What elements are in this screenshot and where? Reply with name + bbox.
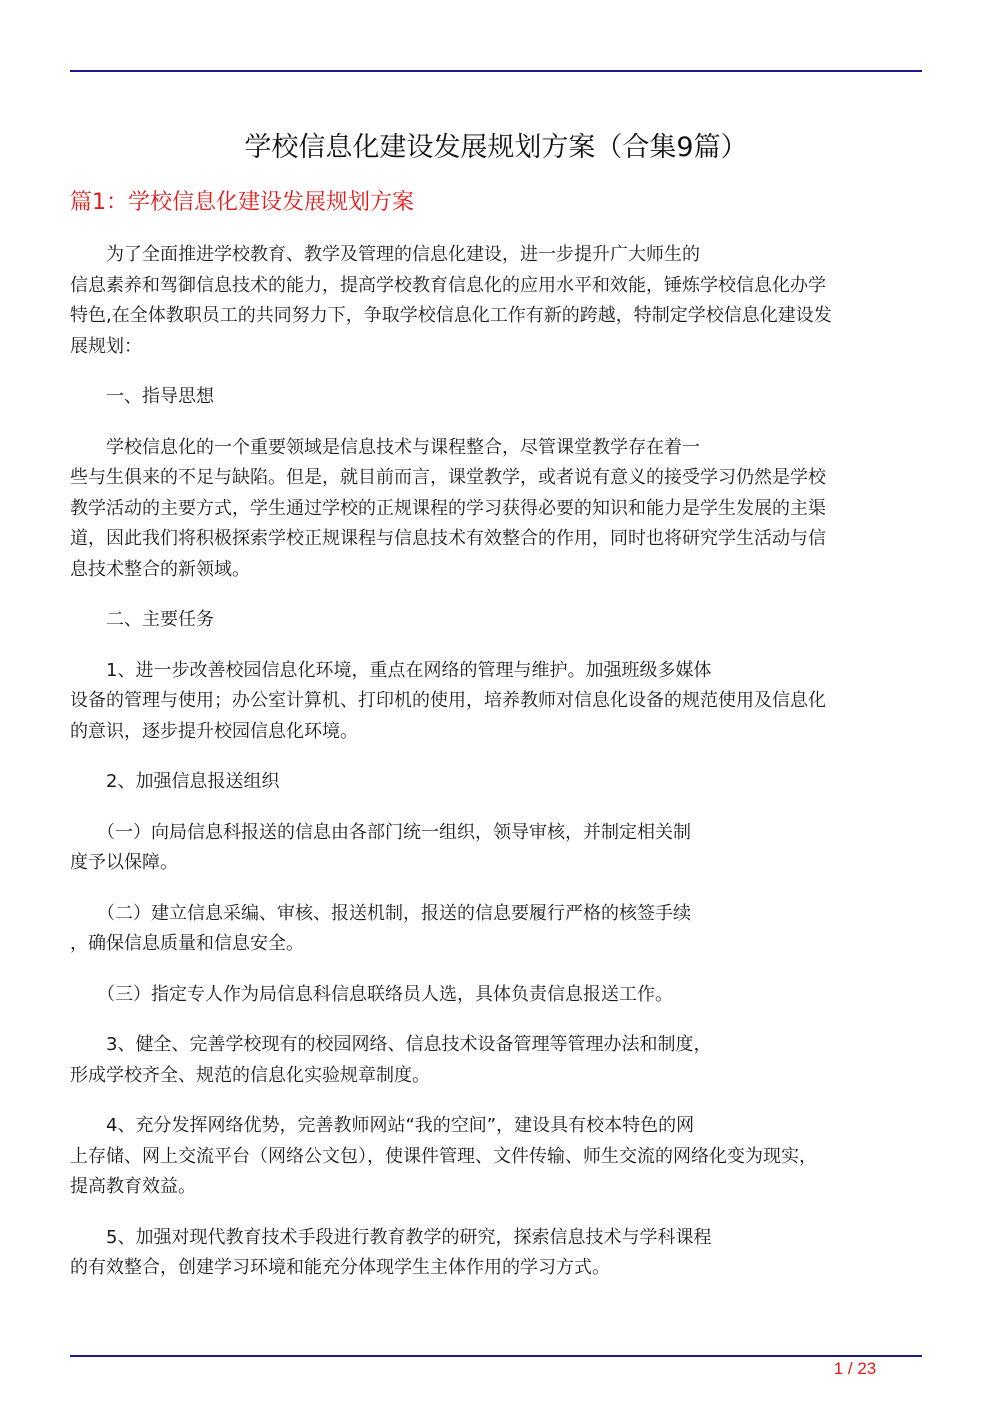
paragraph-intro: 为了全面推进学校教育、教学及管理的信息化建设，进一步提升广大师生的 信息素养和驾御信息技术的能力，提高学校教育信息化的应用水平和效能，锤炼学校信息化办学 特色,在全体教职员工的共同努力下，争取学校信息化工作有新的跨越，特制定学校信息化建设发 展规划： [70, 244, 832, 357]
document-title: 学校信息化建设发展规划方案（合集9篇） [244, 132, 748, 163]
page-indicator: 1 / 23 [833, 1359, 877, 1378]
paragraph-task-5: 5、加强对现代教育技术手段进行教育教学的研究，探索信息技术与学科课程 的有效整合，创建学习环境和能充分体现学生主体作用的学习方式。 [70, 1226, 712, 1278]
header-rule [70, 70, 922, 72]
heading-guiding-ideology: 一、指导思想 [70, 386, 214, 407]
document-body [70, 240, 922, 1304]
footer-rule [70, 1355, 922, 1357]
paragraph-task-1: 1、进一步改善校园信息化环境，重点在网络的管理与维护。加强班级多媒体 设备的管理与使用；办公室计算机、打印机的使用，培养教师对信息化设备的规范使用及信息化 的意识，逐步提升校园信息化环境。 [70, 659, 826, 742]
paragraph-task-2-item-1: （一）向局信息科报送的信息由各部门统一组织，领导审核，并制定相关制 度予以保障。 [70, 821, 691, 873]
paragraph-task-2: 2、加强信息报送组织 [70, 771, 280, 792]
paragraph-task-4: 4、充分发挥网络优势，完善教师网站“我的空间”，建设具有校本特色的网 上存储、网上交流平台（网络公文包），使课件管理、文件传输、师生交流的网络化变为现实， 提高教育效益。 [70, 1115, 817, 1197]
paragraph-task-3: 3、健全、完善学校现有的校园网络、信息技术设备管理等管理办法和制度， 形成学校齐全、规范的信息化实验规章制度。 [70, 1034, 712, 1086]
paragraph-task-2-item-3: （三）指定专人作为局信息科信息联络员人选，具体负责信息报送工作。 [70, 983, 673, 1005]
section-heading: 篇1：学校信息化建设发展规划方案 [70, 190, 414, 215]
heading-main-tasks: 二、主要任务 [70, 609, 214, 630]
paragraph-guiding-ideology: 学校信息化的一个重要领域是信息技术与课程整合，尽管课堂教学存在着一 些与生俱来的不足与缺陷。但是，就目前而言，课堂教学，或者说有意义的接受学习仍然是学校 教学活动的主要方式，学生通过学校的正规课程的学习获得必要的知识和能力是学生发展的主渠 道，因此我们将积极探索学校正规课程与信息技术有效整合的作用，同时也将研究学生活动与信 息技术整合的新领域。 [70, 436, 826, 580]
paragraph-task-2-item-2: （二）建立信息采编、审核、报送机制，报送的信息要履行严格的核签手续 ，确保信息质量和信息安全。 [70, 902, 691, 954]
